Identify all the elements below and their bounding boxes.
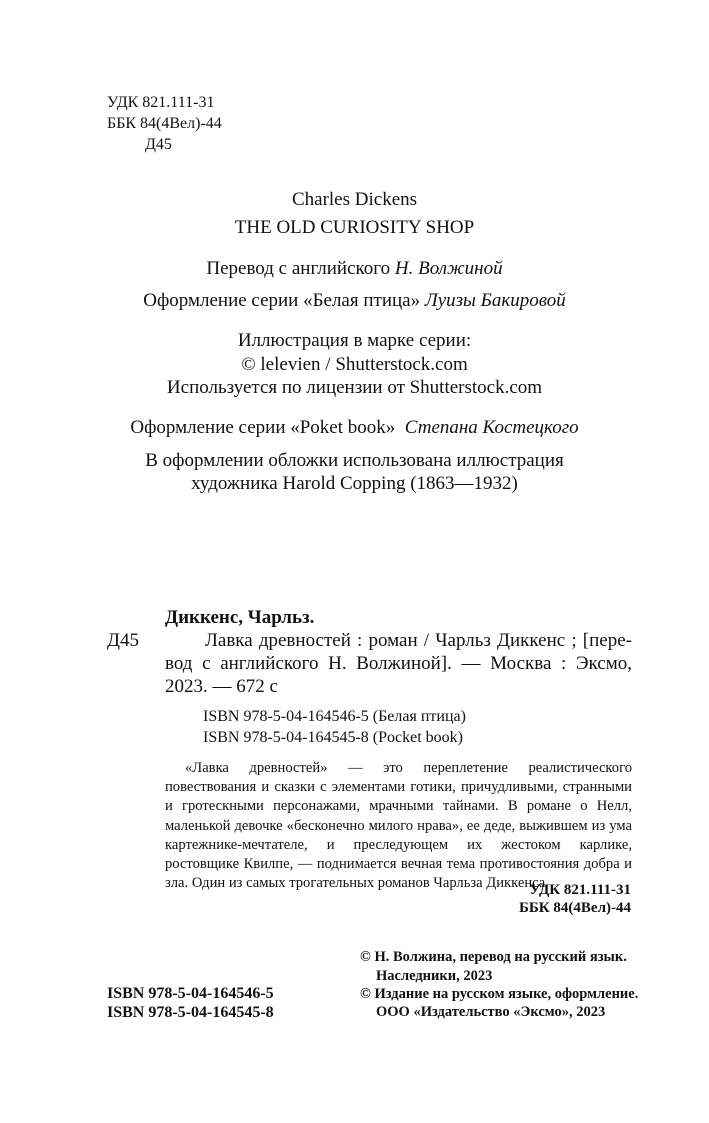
- description-line-2: вод с английского Н. Волжиной]. — Москва : Эксмо,: [165, 653, 632, 674]
- cover-illustration-line-1: В оформлении обложки использована иллюстрация: [145, 450, 564, 471]
- footer-isbn-1: ISBN 978-5-04-164546-5: [107, 985, 274, 1002]
- translation-label: Перевод с английского: [206, 258, 391, 279]
- isbn-pocket-book: ISBN 978-5-04-164545-8 (Pocket book): [203, 729, 463, 746]
- copyright-heirs: Наследники, 2023: [376, 968, 493, 984]
- bottom-bbk-code: ББК 84(4Вел)-44: [518, 900, 631, 916]
- series-designer-name: Луизы Бакировой: [424, 290, 566, 311]
- translation-credit: [0, 258, 709, 280]
- series-design-label: Оформление серии «Белая птица»: [143, 290, 421, 311]
- description-line-1: Лавка древностей : роман / Чарльз Диккенс ; [пере-: [205, 630, 632, 651]
- poket-design-credit: [0, 417, 709, 439]
- illustration-line-2: © lelevien / Shutterstock.com: [241, 354, 468, 375]
- bottom-udk-code: УДК 821.111-31: [529, 882, 631, 898]
- poket-design-label: Оформление серии «Poket book»: [130, 417, 396, 438]
- annotation-text: «Лавка древностей» — это переплетение реалистического повествования и сказки с элементами готики, причудливыми, странными и гротескными персонажами, мрачными тайнами. В романе о Нелл, маленькой девочке «бесконечно милого нрава», ее деде, выжившем из ума картежнике-мечтателе, и преследующем их жестоком карлике, ростовщике Квилпе, — поднимается вечная тема противостояния добра и зла. Один из самых трогательных романов Чарльза Диккенса.: [165, 760, 632, 892]
- author-mark: Д45: [145, 136, 172, 153]
- bibliographic-mark: Д45: [107, 630, 139, 651]
- original-title: THE OLD CURIOSITY SHOP: [234, 217, 475, 238]
- series-design-credit: [0, 290, 709, 312]
- bibliographic-heading: Диккенс, Чарльз.: [165, 607, 315, 628]
- illustration-line-1: Иллюстрация в марке серии:: [237, 330, 472, 351]
- illustration-line-3: Используется по лицензии от Shutterstock.com: [166, 377, 543, 398]
- original-author: Charles Dickens: [291, 189, 418, 210]
- bbk-code: ББК 84(4Вел)-44: [107, 115, 222, 132]
- cover-illustration-line-2: художника Harold Copping (1863—1932): [191, 473, 518, 494]
- annotation: [165, 759, 632, 893]
- copyright-translation: © Н. Волжина, перевод на русский язык.: [360, 949, 627, 965]
- copyright-publisher: ООО «Издательство «Эксмо», 2023: [376, 1004, 606, 1020]
- translator-name: Н. Волжиной: [394, 258, 503, 279]
- copyright-edition: © Издание на русском языке, оформление.: [360, 986, 639, 1002]
- poket-designer-name: Степана Костецкого: [404, 417, 579, 438]
- description-line-3: 2023. — 672 с: [165, 676, 278, 697]
- footer-isbn-2: ISBN 978-5-04-164545-8: [107, 1004, 274, 1021]
- udk-code: УДК 821.111-31: [107, 94, 215, 111]
- isbn-white-bird: ISBN 978-5-04-164546-5 (Белая птица): [203, 708, 466, 725]
